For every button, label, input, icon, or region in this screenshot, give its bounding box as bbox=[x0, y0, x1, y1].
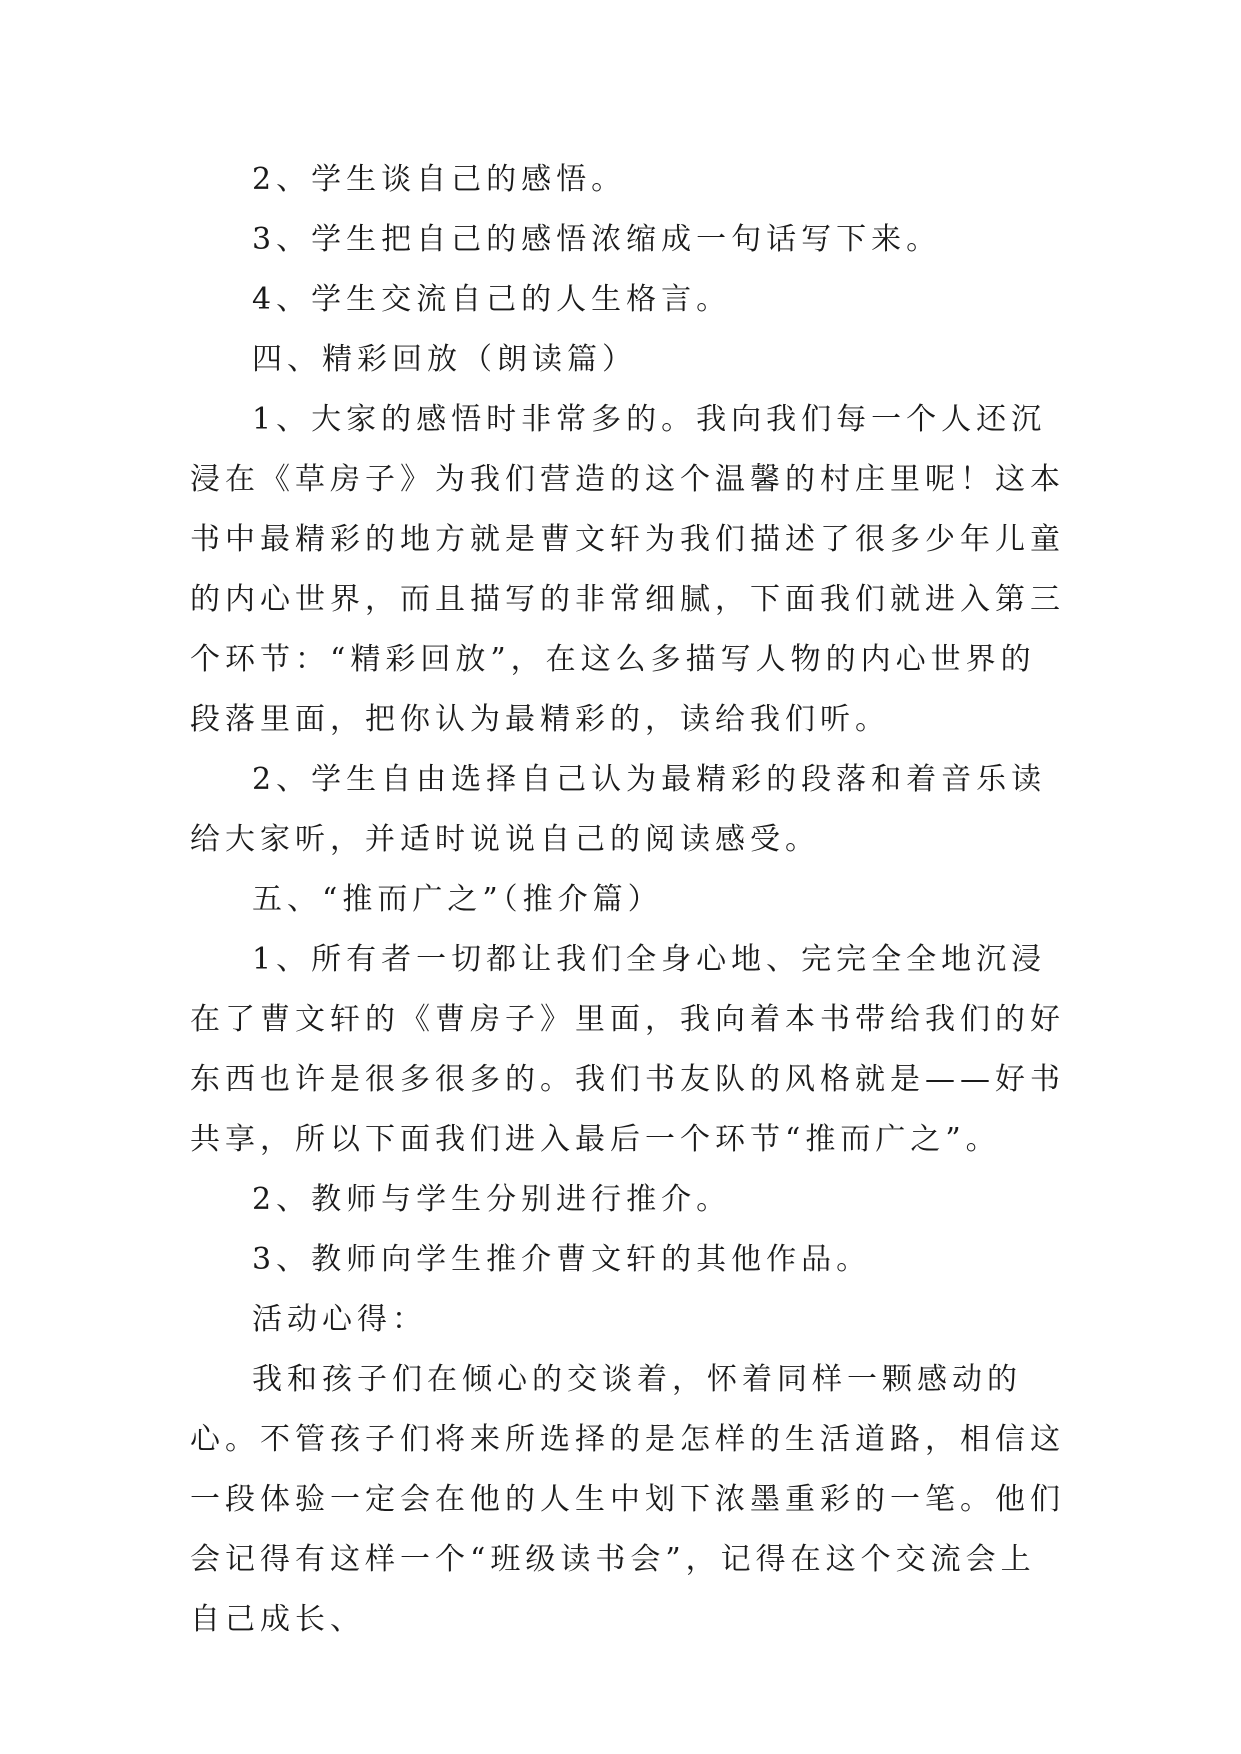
paragraph: 2、学生自由选择自己认为最精彩的段落和着音乐读给大家听，并适时说说自己的阅读感受。 bbox=[190, 762, 1047, 857]
paragraph: 1、所有者一切都让我们全身心地、完完全全地沉浸在了曹文轩的《曹房子》里面，我向着本书带给我们的好东西也许是很多很多的。我们书友队的风格就是——好书共享，所以下面我们进入最后一个环节“推而广之”。 bbox=[190, 942, 1065, 1157]
document-page bbox=[190, 150, 1070, 1650]
section-heading: 四、精彩回放（朗读篇） bbox=[252, 342, 637, 377]
paragraph: 2、学生谈自己的感悟。 bbox=[252, 162, 627, 197]
section-heading: 活动心得： bbox=[252, 1302, 427, 1337]
paragraph: 3、教师向学生推介曹文轩的其他作品。 bbox=[252, 1242, 872, 1277]
paragraph: 我和孩子们在倾心的交谈着，怀着同样一颗感动的心。不管孩子们将来所选择的是怎样的生活道路，相信这一段体验一定会在他的人生中划下浓墨重彩的一笔。他们会记得有这样一个“班级读书会”，记得在这个交流会上自己成长、 bbox=[190, 1362, 1065, 1637]
paragraph: 1、大家的感悟时非常多的。我向我们每一个人还沉浸在《草房子》为我们营造的这个温馨的村庄里呢！这本书中最精彩的地方就是曹文轩为我们描述了很多少年儿童的内心世界，而且描写的非常细腻，下面我们就进入第三个环节：“精彩回放”，在这么多描写人物的内心世界的段落里面，把你认为最精彩的，读给我们听。 bbox=[190, 402, 1065, 737]
paragraph: 3、学生把自己的感悟浓缩成一句话写下来。 bbox=[252, 222, 942, 257]
section-heading: 五、“推而广之”（推介篇） bbox=[252, 882, 663, 917]
paragraph: 2、教师与学生分别进行推介。 bbox=[252, 1182, 732, 1217]
paragraph: 4、学生交流自己的人生格言。 bbox=[252, 282, 732, 317]
